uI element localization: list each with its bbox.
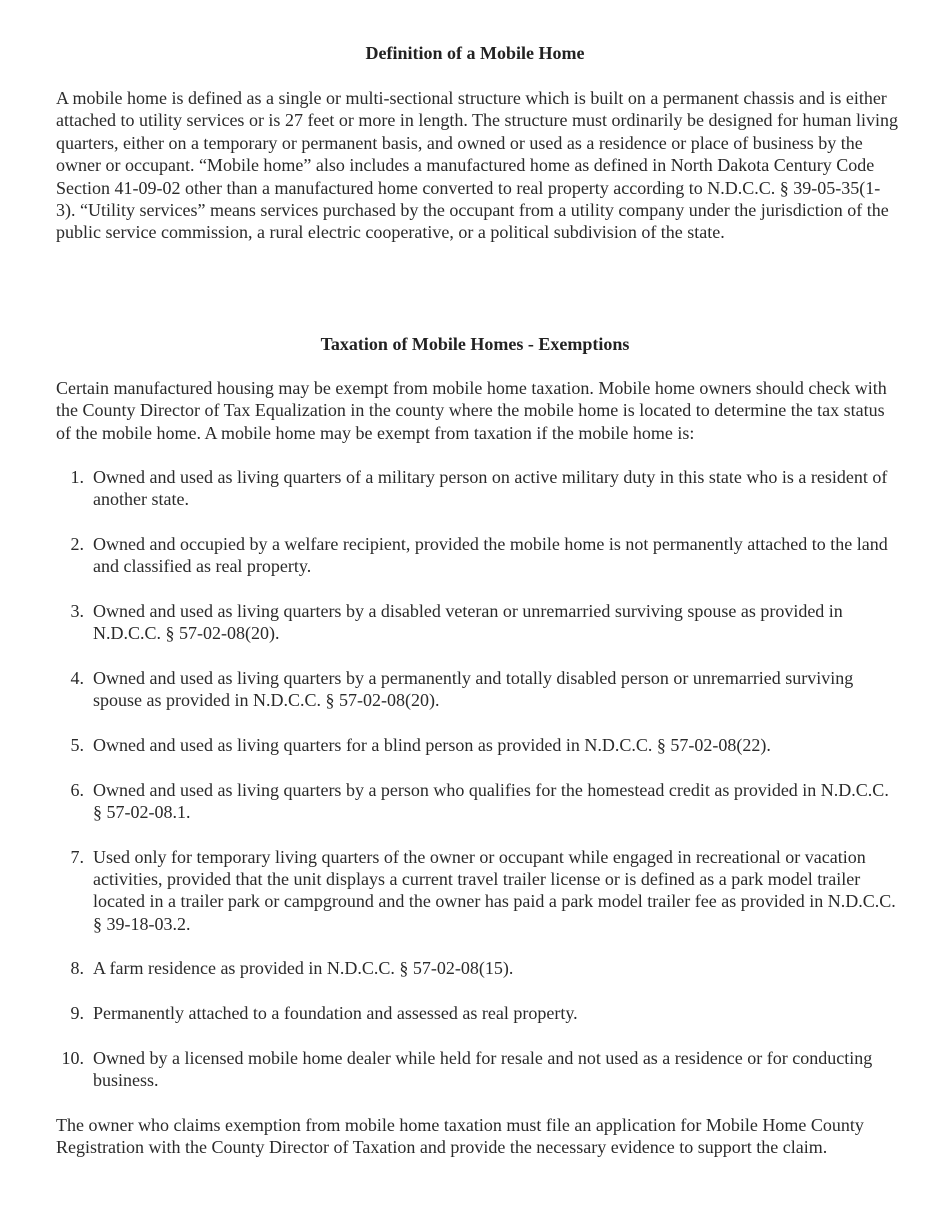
exemption-item [56,1002,898,1024]
exemption-item [56,466,898,511]
definition-heading: Definition of a Mobile Home [365,43,585,63]
exemption-number: 8. [70,958,84,979]
exemption-number: 5. [70,735,84,755]
exemption-text: Permanently attached to a foundation and assessed as real property. [93,1003,578,1023]
exemption-text: Used only for temporary living quarters of the owner or occupant while engaged in recreational or vacation activities, provided that the unit displays a current travel trailer license or is defined as a park model trailer located in a trailer park or campground and the owner has paid a park model trailer fee as provided in N.D.C.C. § 39-18-03.2. [93,846,896,934]
exemption-item [56,846,898,936]
exemption-item [56,533,898,578]
exemption-item [56,1047,898,1092]
exemption-text: Owned by a licensed mobile home dealer while held for resale and not used as a residence or for conducting business. [93,1047,873,1090]
exemption-number: 10. [61,1047,84,1068]
closing-paragraph: The owner who claims exemption from mobile home taxation must file an application for Mobile Home County Registration with the County Director of Taxation and provide the necessary evidence to support the claim. [56,1115,864,1158]
exemptions-list [56,466,898,1114]
exemption-text: Owned and occupied by a welfare recipient, provided the mobile home is not permanently attached to the land and classified as real property. [93,534,888,577]
exemption-text: Owned and used as living quarters by a person who qualifies for the homestead credit as provided in N.D.C.C. § 57-02-08.1. [93,779,889,822]
exemptions-heading: Taxation of Mobile Homes - Exemptions [320,334,630,354]
exemptions-intro-paragraph: Certain manufactured housing may be exempt from mobile home taxation. Mobile home owners should check with the County Director of Tax Equalization in the county where the mobile home is located to determine the tax status of the mobile home. A mobile home may be exempt from taxation if the mobile home is: [56,378,887,443]
exemption-text: A farm residence as provided in N.D.C.C. § 57-02-08(15). [93,958,514,979]
exemption-number: 1. [70,467,84,487]
exemption-item [56,600,898,645]
exemption-number: 3. [70,601,84,621]
exemption-number: 4. [70,668,84,688]
exemption-text: Owned and used as living quarters for a blind person as provided in N.D.C.C. § 57-02-08(22). [93,735,771,755]
exemption-item [56,779,898,824]
exemption-item [56,667,898,712]
exemption-item [56,957,898,979]
exemption-text: Owned and used as living quarters by a disabled veteran or unremarried surviving spouse as provided in N.D.C.C. § 57-02-08(20). [93,601,843,644]
exemption-item [56,734,898,756]
definition-paragraph: A mobile home is defined as a single or multi-sectional structure which is built on a permanent chassis and is either attached to utility services or is 27 feet or more in length. The structure must ordinarily be designed for human living quarters, either on a temporary or permanent basis, and owned or used as a residence or place of business by the owner or occupant. “Mobile home” also includes a manufactured home as defined in North Dakota Century Code Section 41-09-02 other than a manufactured home converted to real property according to N.D.C.C. § 39-05-35(1-3). “Utility services” means services purchased by the occupant from a utility company under the jurisdiction of the public service commission, a rural electric cooperative, or a political subdivision of the state. [56,88,898,243]
exemption-number: 7. [70,846,84,867]
exemption-number: 6. [70,779,84,800]
exemption-number: 2. [70,534,84,554]
exemption-number: 9. [70,1003,84,1023]
exemption-text: Owned and used as living quarters of a military person on active military duty in this state who is a resident of another state. [93,467,888,510]
exemption-text: Owned and used as living quarters by a permanently and totally disabled person or unremarried surviving spouse as provided in N.D.C.C. § 57-02-08(20). [93,668,854,711]
